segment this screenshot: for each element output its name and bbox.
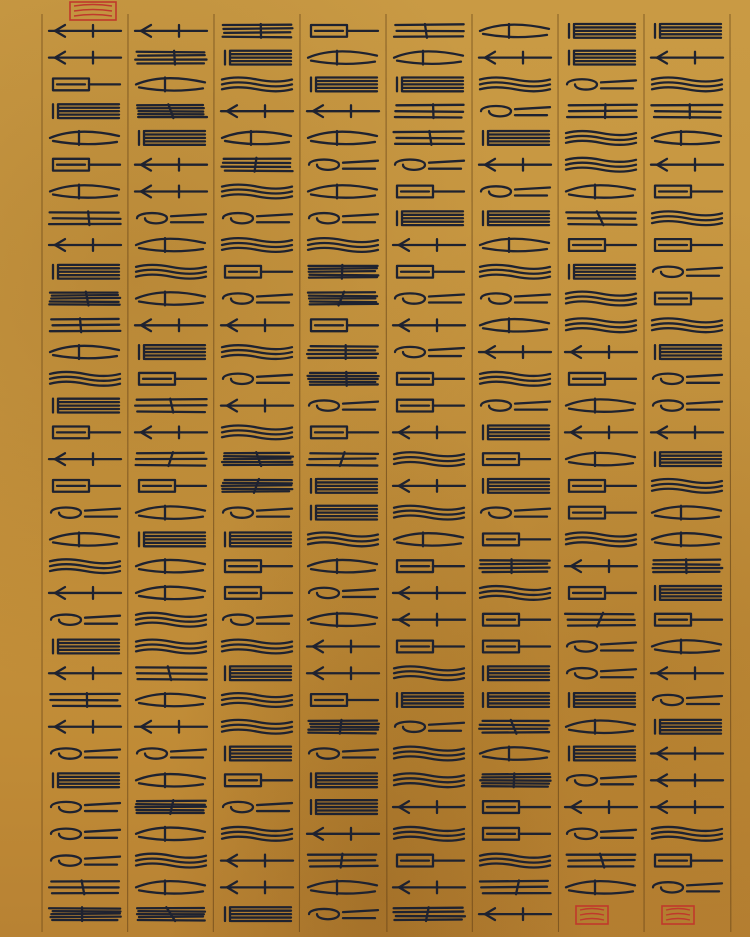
- seal-character: [395, 347, 464, 357]
- seal-character: [309, 909, 378, 919]
- seal-character: [50, 693, 120, 707]
- seal-character: [567, 854, 636, 868]
- seal-character: [565, 613, 635, 627]
- seal-character: [651, 748, 723, 760]
- seal-character: [393, 881, 465, 893]
- seal-character: [309, 400, 378, 410]
- seal-character: [655, 293, 722, 305]
- seal-character: [653, 267, 722, 277]
- seal-character: [137, 748, 206, 758]
- seal-character: [565, 346, 637, 358]
- seal-character: [651, 104, 722, 118]
- seal-character: [651, 667, 723, 679]
- seal-character: [394, 452, 464, 466]
- seal-character: [480, 747, 549, 761]
- seal-character: [225, 51, 291, 65]
- seal-character: [652, 318, 722, 332]
- seal-character: [480, 773, 550, 787]
- seal-character: [652, 479, 722, 493]
- seal-character: [308, 720, 379, 734]
- seal-character: [652, 506, 721, 520]
- seal-character: [311, 773, 377, 787]
- seal-character: [135, 800, 205, 814]
- seal-character: [566, 185, 635, 199]
- seal-character: [569, 51, 635, 65]
- seal-character: [136, 773, 205, 787]
- seal-character: [225, 907, 291, 921]
- seal-character: [479, 52, 551, 64]
- seal-character: [566, 399, 635, 413]
- seal-character: [480, 854, 550, 868]
- seal-character: [136, 292, 205, 306]
- seal-character: [309, 588, 378, 598]
- seal-character: [655, 186, 722, 198]
- seal-character: [222, 345, 292, 359]
- seal-character: [393, 426, 465, 438]
- seal-character: [569, 24, 635, 38]
- seal-character: [307, 667, 379, 679]
- seal-character: [309, 160, 378, 170]
- seal-character: [49, 52, 121, 64]
- seal-character: [225, 587, 292, 599]
- seal-character: [655, 452, 721, 466]
- seal-character: [480, 24, 549, 38]
- seal-character: [567, 79, 636, 89]
- seal-character: [567, 829, 636, 839]
- seal-character: [225, 747, 291, 761]
- seal-character: [566, 158, 636, 172]
- seal-character: [652, 827, 722, 841]
- seal-character: [308, 238, 378, 252]
- seal-character: [483, 453, 550, 465]
- seal-character: [311, 479, 377, 493]
- seal-character: [53, 104, 119, 118]
- seal-character: [566, 318, 636, 332]
- seal-character: [480, 880, 550, 894]
- seal-character: [222, 185, 292, 199]
- seal-character: [397, 693, 463, 707]
- seal-character: [49, 880, 119, 894]
- seal-character: [51, 507, 120, 517]
- seal-character: [308, 559, 377, 573]
- seal-character: [394, 827, 464, 841]
- seal-character: [397, 78, 463, 92]
- seal-character: [308, 854, 378, 868]
- seal-character: [223, 293, 292, 303]
- seal-character: [311, 506, 377, 520]
- seal-character: [136, 693, 205, 707]
- seal-character: [566, 131, 636, 145]
- seal-character: [139, 373, 206, 385]
- seal-character: [223, 802, 292, 812]
- seal-character: [136, 452, 207, 466]
- seal-character: [135, 25, 207, 37]
- seal-character: [480, 265, 550, 279]
- seal-character: [652, 533, 721, 547]
- column-rule: [386, 14, 387, 932]
- column-rule: [213, 14, 214, 932]
- seal-character: [308, 372, 379, 386]
- seal-character: [53, 265, 119, 279]
- seal-character: [653, 559, 723, 573]
- seal-character: [51, 829, 120, 839]
- seal-character: [394, 506, 464, 520]
- seal-character: [653, 695, 722, 705]
- seal-character: [311, 78, 377, 92]
- seal-character: [481, 507, 550, 517]
- seal-character: [395, 293, 464, 303]
- seal-character: [308, 533, 378, 547]
- seal-character: [397, 373, 464, 385]
- seal-character: [136, 238, 205, 252]
- seal-character: [395, 160, 464, 170]
- seal-character: [393, 480, 465, 492]
- seal-character: [481, 186, 550, 196]
- seal-character: [483, 828, 550, 840]
- seal-character: [565, 801, 637, 813]
- seal-character: [565, 426, 637, 438]
- seal-character: [393, 239, 465, 251]
- seal-character: [569, 507, 636, 519]
- seal-character: [308, 613, 377, 627]
- seal-character: [481, 400, 550, 410]
- seal-character: [652, 211, 722, 225]
- seal-character: [567, 775, 636, 785]
- seal-character: [652, 640, 721, 654]
- seal-character: [567, 641, 636, 651]
- seal-character: [483, 614, 550, 626]
- seal-character: [652, 131, 721, 145]
- seal-character: [569, 265, 635, 279]
- seal-character: [483, 425, 549, 439]
- seal-character: [51, 748, 120, 758]
- seal-character: [481, 293, 550, 303]
- seal-character: [311, 25, 378, 37]
- seal-character: [480, 238, 549, 252]
- seal-character: [655, 720, 721, 734]
- seal-character: [50, 345, 119, 359]
- seal-character: [135, 319, 207, 331]
- seal-character: [394, 747, 464, 761]
- seal-character: [136, 506, 205, 520]
- seal-character: [481, 106, 550, 116]
- seal-character: [483, 131, 549, 145]
- seal-character: [222, 827, 292, 841]
- seal-character: [566, 292, 636, 306]
- seal-character: [308, 265, 378, 279]
- top-left-seal: [70, 2, 116, 20]
- seal-character: [397, 266, 464, 278]
- seal-character: [566, 211, 636, 225]
- seal-character: [136, 559, 205, 573]
- seal-character: [50, 131, 119, 145]
- seal-character: [397, 641, 464, 653]
- seal-character: [49, 721, 121, 733]
- seal-character: [394, 773, 464, 787]
- seal-character: [311, 426, 378, 438]
- seal-character: [223, 507, 292, 517]
- seal-character: [51, 802, 120, 812]
- seal-character: [397, 211, 463, 225]
- seal-character: [225, 666, 291, 680]
- seal-character: [393, 319, 465, 331]
- seal-character: [566, 533, 636, 547]
- seal-character: [225, 266, 292, 278]
- seal-character: [655, 586, 721, 600]
- seal-character: [569, 480, 636, 492]
- seal-character: [397, 400, 464, 412]
- seal-character: [49, 239, 121, 251]
- seal-character: [480, 372, 550, 386]
- seal-character: [394, 51, 463, 65]
- seal-character: [137, 213, 206, 223]
- seal-character: [225, 533, 291, 547]
- seal-character: [51, 615, 120, 625]
- seal-character: [49, 587, 121, 599]
- seal-character: [397, 560, 464, 572]
- seal-character: [136, 586, 205, 600]
- seal-character: [565, 560, 637, 572]
- seal-character: [139, 480, 206, 492]
- seal-character: [49, 667, 121, 679]
- seal-character: [225, 774, 292, 786]
- seal-character: [222, 640, 292, 654]
- seal-character: [566, 880, 635, 894]
- seal-character: [483, 666, 549, 680]
- seal-character: [50, 318, 120, 332]
- seal-character: [651, 774, 723, 786]
- seal-character: [395, 722, 464, 732]
- seal-character: [136, 265, 206, 279]
- seal-character: [393, 587, 465, 599]
- seal-character: [225, 560, 292, 572]
- seal-character: [53, 480, 120, 492]
- seal-character: [483, 801, 550, 813]
- seal-character: [221, 855, 293, 867]
- seal-character: [311, 800, 377, 814]
- seal-character: [479, 559, 549, 573]
- seal-character: [307, 641, 379, 653]
- seal-character: [395, 104, 464, 118]
- seal-character: [307, 105, 379, 117]
- seal-character: [50, 533, 119, 547]
- seal-character: [569, 239, 636, 251]
- seal-character: [136, 666, 207, 680]
- seal-character: [49, 907, 121, 921]
- seal-character: [397, 855, 464, 867]
- seal-character: [139, 345, 205, 359]
- column-rule: [299, 14, 300, 932]
- seal-character: [221, 105, 293, 117]
- seal-character: [569, 587, 636, 599]
- seal-character: [655, 345, 721, 359]
- seal-character: [136, 78, 205, 92]
- seal-character: [653, 882, 722, 892]
- seal-character: [137, 104, 207, 118]
- seal-character: [483, 211, 549, 225]
- seal-character: [53, 640, 119, 654]
- seal-character: [51, 855, 120, 865]
- seal-character: [308, 880, 377, 894]
- seal-character: [307, 452, 378, 466]
- seal-character: [653, 400, 722, 410]
- seal-character: [483, 641, 550, 653]
- seal-character: [394, 131, 464, 145]
- seal-character: [308, 131, 377, 145]
- seal-character: [479, 159, 551, 171]
- seal-character: [483, 693, 549, 707]
- seal-character: [480, 586, 550, 600]
- seal-character: [223, 374, 292, 384]
- seal-character: [135, 721, 207, 733]
- seal-character: [393, 801, 465, 813]
- seal-character: [651, 159, 723, 171]
- seal-character: [394, 666, 464, 680]
- seal-character: [308, 292, 378, 306]
- seal-character: [136, 880, 205, 894]
- seal-character: [221, 400, 293, 412]
- seal-character: [222, 131, 291, 145]
- seal-character: [223, 615, 292, 625]
- seal-character: [49, 453, 121, 465]
- seal-character: [53, 399, 119, 413]
- seal-character: [651, 52, 723, 64]
- seal-character: [311, 694, 378, 706]
- seal-character: [309, 213, 378, 223]
- seal-character: [137, 907, 205, 921]
- seal-character: [136, 640, 206, 654]
- seal-character: [223, 213, 292, 223]
- column-rules: [42, 14, 731, 932]
- seal-character: [652, 78, 722, 92]
- seal-character: [569, 373, 636, 385]
- seal-character: [483, 479, 549, 493]
- seal-character: [479, 346, 551, 358]
- seal-character: [653, 374, 722, 384]
- seal-character: [136, 827, 205, 841]
- seal-character: [651, 801, 723, 813]
- seal-character: [480, 78, 550, 92]
- seal-character: [483, 534, 550, 546]
- seal-character: [221, 319, 293, 331]
- seal-character: [139, 131, 205, 145]
- seal-character: [222, 720, 292, 734]
- seal-character: [479, 720, 549, 734]
- seal-character: [53, 159, 120, 171]
- seal-character: [569, 747, 635, 761]
- seal-character: [135, 426, 207, 438]
- seal-character: [135, 51, 206, 65]
- seal-character: [222, 425, 292, 439]
- seal-character: [651, 426, 723, 438]
- seal-character: [222, 78, 292, 92]
- column-rule: [730, 14, 731, 932]
- seal-character: [49, 25, 121, 37]
- seal-character: [311, 319, 378, 331]
- seal-character: [221, 158, 292, 172]
- seal-character: [135, 399, 206, 413]
- seal-character: [50, 372, 120, 386]
- seal-character: [566, 720, 635, 734]
- seal-character: [479, 908, 551, 920]
- seal-character: [655, 239, 722, 251]
- bottom-seal-left: [576, 906, 608, 924]
- seal-character: [569, 693, 635, 707]
- seal-character: [307, 345, 378, 359]
- seal-character: [50, 559, 120, 573]
- seal-character: [655, 855, 722, 867]
- seal-character: [394, 533, 463, 547]
- seal-character: [222, 693, 292, 707]
- seal-character: [308, 51, 377, 65]
- seal-character: [136, 854, 206, 868]
- seal-character: [222, 479, 293, 493]
- seal-character: [397, 186, 464, 198]
- seal-character: [139, 533, 205, 547]
- seal-character: [309, 748, 378, 758]
- seal-character: [49, 292, 120, 306]
- seal-character: [394, 24, 464, 38]
- seal-character: [136, 613, 206, 627]
- seal-character: [49, 211, 121, 225]
- seal-character: [221, 881, 293, 893]
- seal-character: [480, 318, 549, 332]
- seal-character: [567, 104, 637, 118]
- seal-character: [393, 907, 464, 921]
- seal-character: [655, 24, 721, 38]
- seal-character: [53, 79, 120, 91]
- seal-character: [135, 159, 207, 171]
- seal-character: [135, 186, 207, 198]
- seal-character: [307, 828, 379, 840]
- seal-character: [222, 452, 293, 466]
- seal-character: [53, 773, 119, 787]
- seal-character: [655, 614, 722, 626]
- seal-character: [393, 614, 465, 626]
- seal-character: [223, 24, 293, 38]
- seal-character: [566, 452, 635, 466]
- bottom-seal-right: [662, 906, 694, 924]
- seal-character: [567, 668, 636, 678]
- seal-character: [308, 185, 377, 199]
- seal-character: [222, 238, 292, 252]
- seal-character: [50, 185, 119, 199]
- seal-character: [53, 426, 120, 438]
